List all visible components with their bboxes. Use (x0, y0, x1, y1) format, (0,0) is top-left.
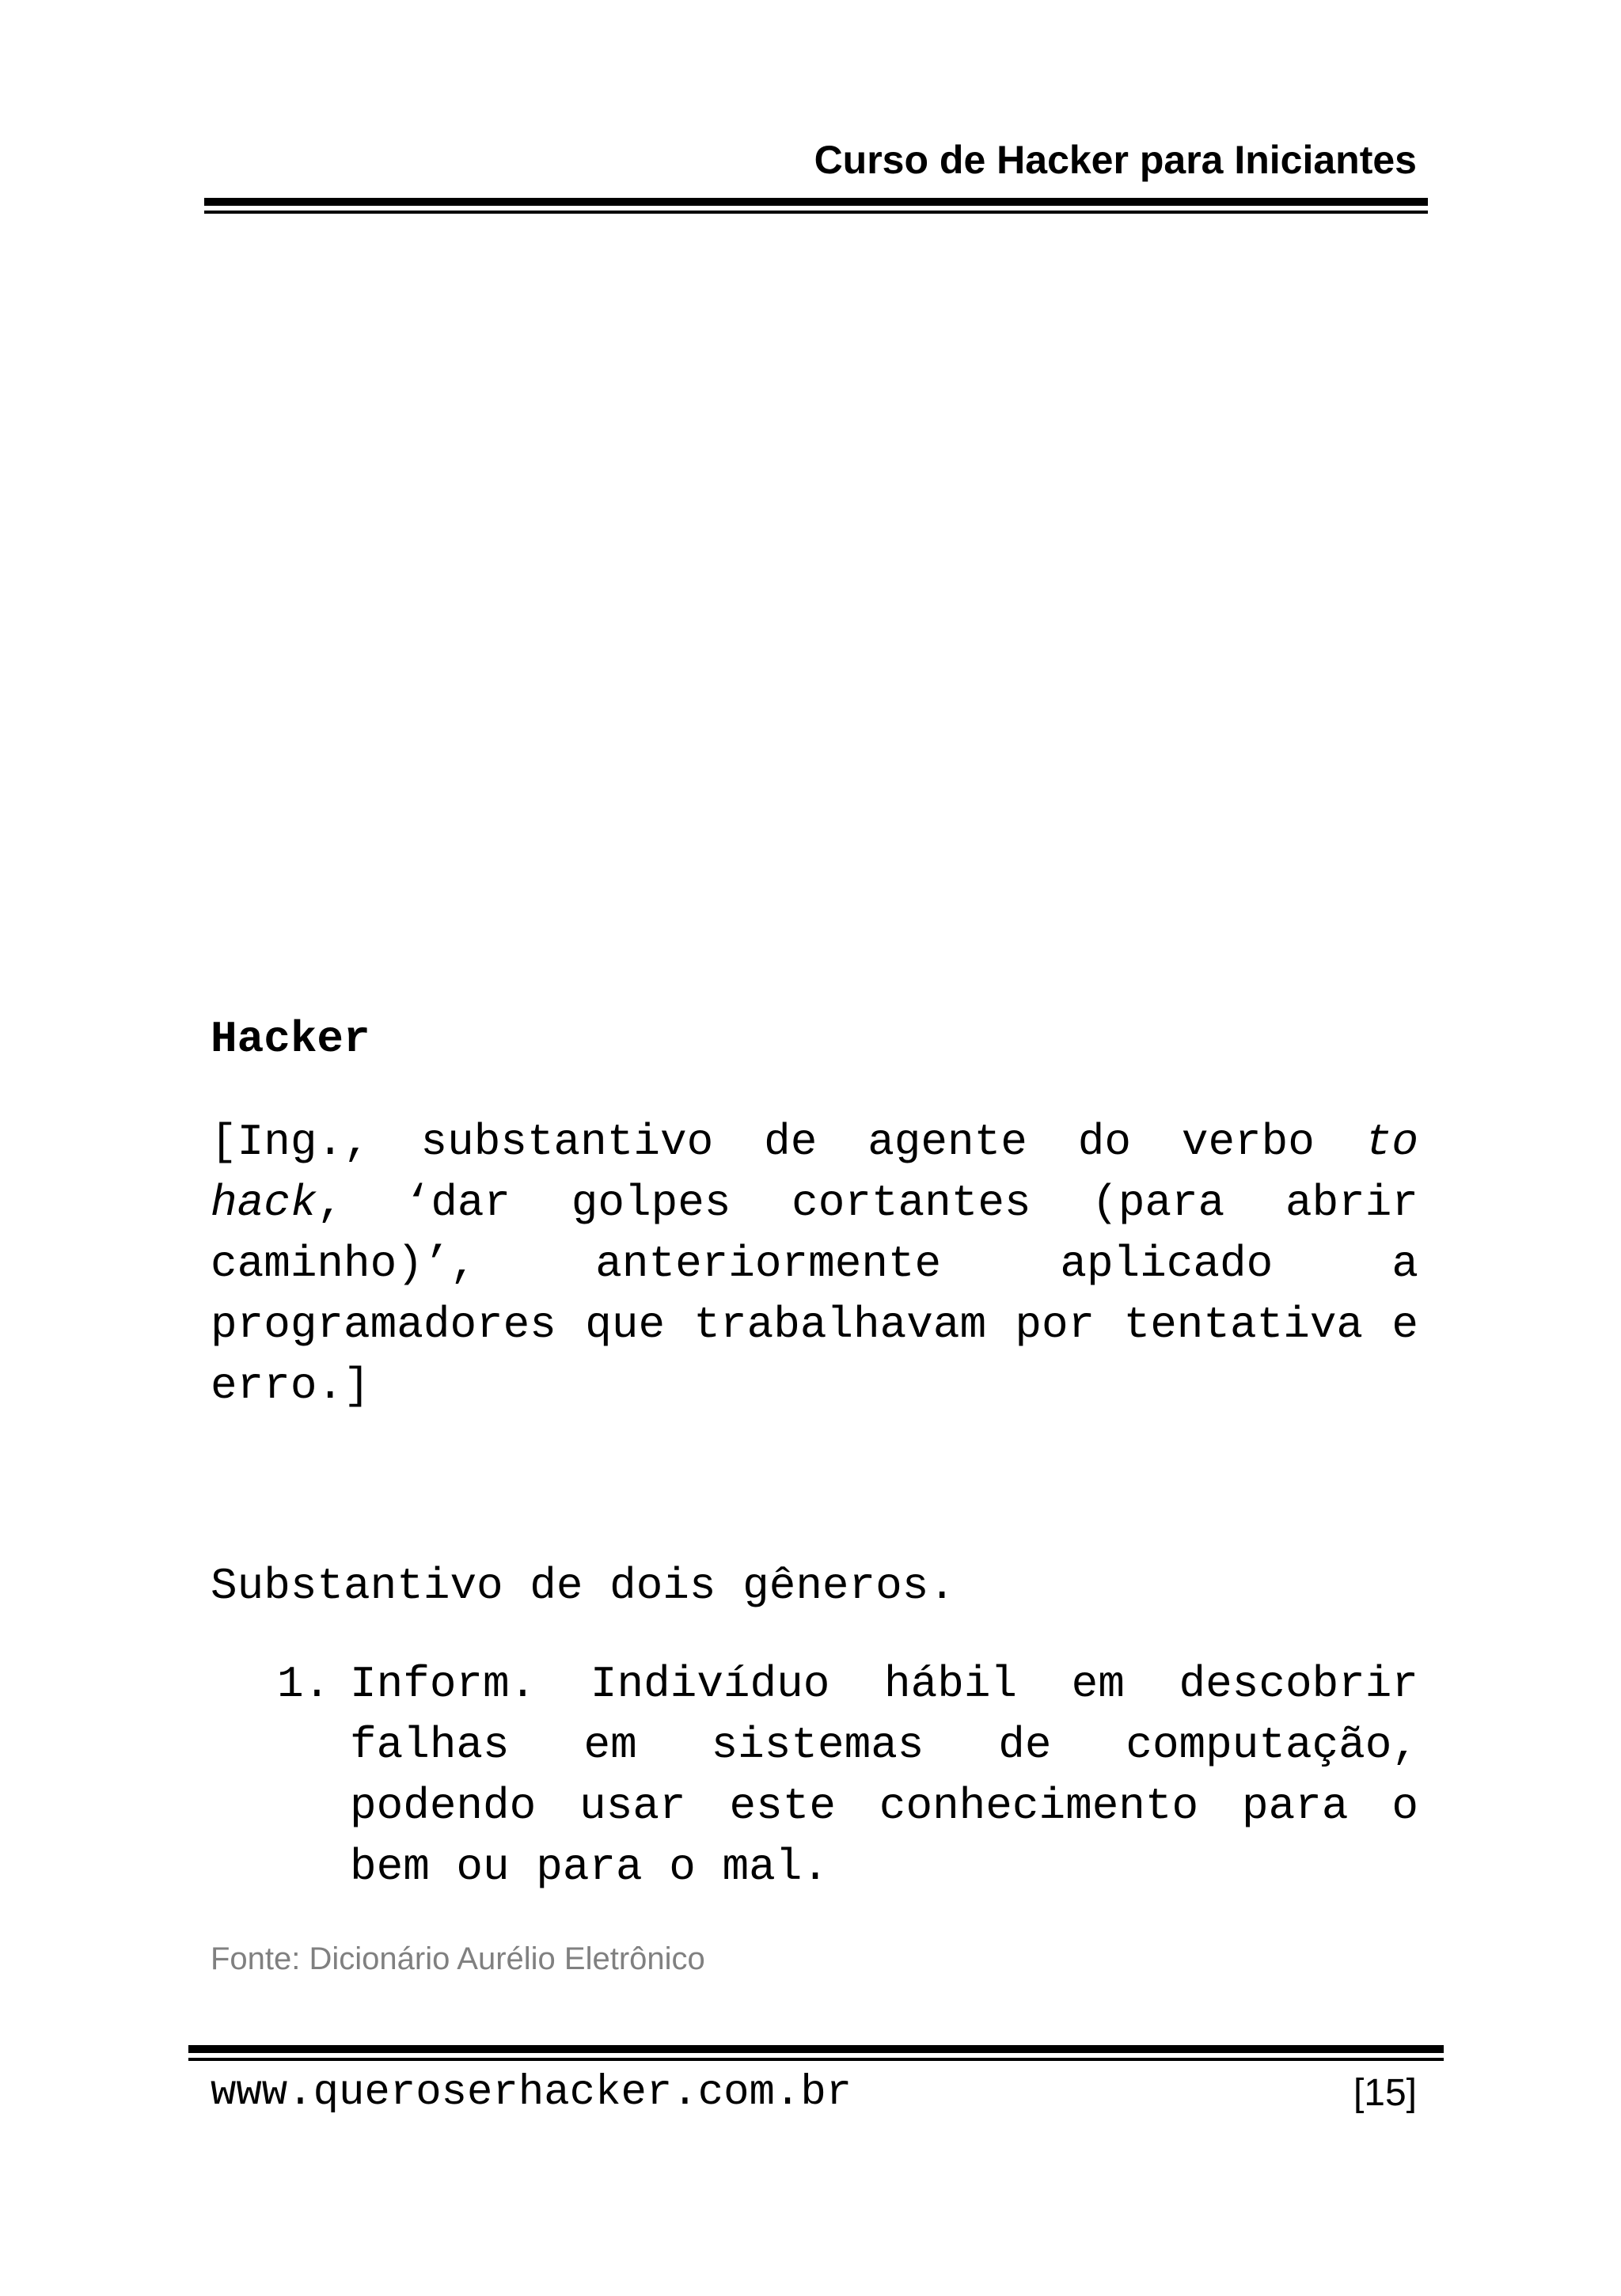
page-number: [15] (1353, 2072, 1417, 2114)
footer-url: www.queroserhacker.com.br (211, 2069, 852, 2117)
etymology-text-end: , ‘dar golpes cortantes (para abrir caminho)’, anteriormente aplicado a programadores que trabalhavam por tentativa e erro.] (211, 1178, 1418, 1411)
footer-rule-thin (188, 2058, 1444, 2061)
page-header-title: Curso de Hacker para Iniciantes (814, 138, 1417, 182)
etymology-text-start: [Ing., substantivo de agente do verbo (211, 1117, 1365, 1167)
footer-rule-thick (188, 2045, 1444, 2053)
entry-grammar: Substantivo de dois gêneros. (211, 1561, 955, 1611)
entry-term: Hacker (211, 1014, 370, 1065)
etymology-italic-term: to hack (211, 1117, 1418, 1228)
source-note: Fonte: Dicionário Aurélio Eletrônico (211, 1941, 705, 1976)
entry-etymology (211, 1112, 1418, 1417)
definition-item (211, 1654, 1418, 1898)
definition-list (211, 1654, 1418, 1898)
definition-text: Inform. Indivíduo hábil em descobrir falhas em sistemas de computação, podendo usar este conhecimento para o bem ou para o mal. (350, 1659, 1418, 1892)
header-rule-thick (204, 198, 1428, 206)
definition-number: 1. (277, 1659, 331, 1710)
header-rule-thin (204, 211, 1428, 214)
